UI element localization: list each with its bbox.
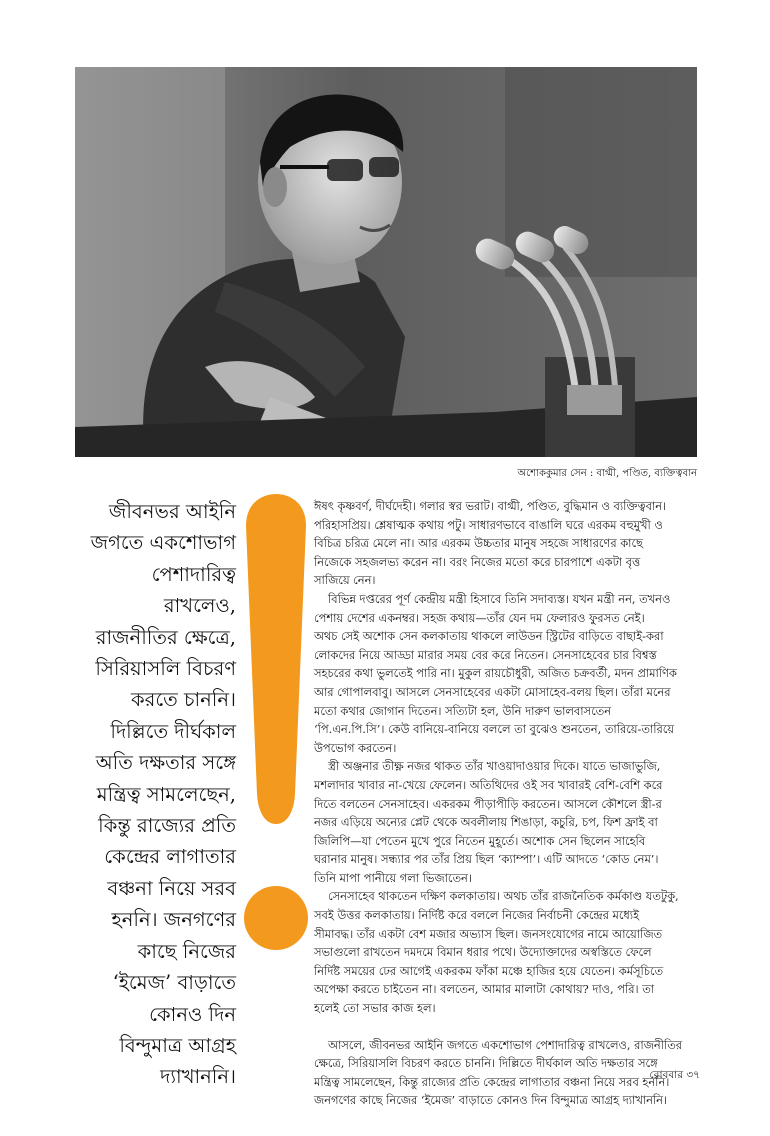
- pull-quote-line: ‘ইমেজ’ বাড়াতে: [112, 971, 236, 995]
- pull-quote-line: হননি। জনগণের: [111, 908, 236, 932]
- article-line: দিতে বলতেন সেনসাহেব। একরকম পীড়াপীড়ি করতেন। আসলে কৌশলে স্ত্রী-র: [314, 796, 662, 811]
- article-line: ক্ষেত্রে, সিরিয়াসলি বিচরণ করতে চাননি। দিল্লিতে দীর্ঘকাল অতি দক্ষতার সঙ্গে: [314, 1056, 658, 1071]
- pull-quote-line: কেন্দ্রের লাগাতার: [104, 845, 236, 869]
- article-line: মশলাদার খাবার না-খেয়ে ফেলেন। অতিথিদের ওই সব খাবারই বেশি-বেশি করে: [314, 777, 663, 792]
- article-line: সাজিয়ে নেন।: [314, 573, 376, 588]
- pull-quote-line: পেশাদারিত্ব: [151, 562, 236, 586]
- speaker-at-microphones-image: [75, 67, 697, 457]
- article-line: আসলে, জীবনভর আইনি জগতে একশোভাগ পেশাদারিত্ব রাখলেও, রাজনীতির: [328, 1037, 683, 1052]
- article-line: মন্ত্রিত্ব সামলেছেন, কিন্তু রাজ্যের প্রতি কেন্দ্রের লাগাতার বঞ্চনা নিয়ে সরব হননি।: [314, 1074, 670, 1089]
- article-paragraph: [314, 590, 702, 757]
- exclamation-mark-graphic: [243, 494, 309, 964]
- article-line: নিজেকে সহজলভ্য করেন না। বরং নিজের মতো করে চারপাশে একটা বৃত্ত: [314, 554, 641, 569]
- pull-quote-line: দ্যাখাননি।: [160, 1065, 236, 1089]
- article-line: সীমাবদ্ধ। তাঁর একটা বেশ মজার অভ্যাস ছিল। জনসংযোগের নামে আয়োজিত: [314, 926, 663, 941]
- article-line: নজর এড়িয়ে অন্যের প্লেট থেকে অবলীলায় শিঙাড়া, কচুরি, চপ, ফিশ ফ্রাই বা: [314, 815, 658, 830]
- article-line: জনগণের কাছে নিজের ‘ইমেজ’ বাড়াতে কোনও দিন বিন্দুমাত্র আগ্রহ দ্যাখাননি।: [314, 1093, 668, 1108]
- article-paragraph: [314, 497, 702, 590]
- pull-quote-line: সিরিয়াসলি বিচরণ: [95, 657, 236, 681]
- article-line: সহচরের কথা ভুলতেই পারি না। মুকুল রায়চৌধুরী, অজিত চক্রবর্তী, মদন প্রামাণিক: [314, 666, 677, 681]
- photo-caption: অশোককুমার সেন : বাগ্মী, পণ্ডিত, ব্যক্তিত্ববান: [517, 468, 697, 479]
- article-line: লোকদের নিয়ে আড্ডা মারার সময় বের করে নিতেন। সেনসাহেবের চার বিশ্বস্ত: [314, 647, 657, 662]
- article-line: বিচিত্র চরিত্র মেলে না। আর এরকম উচ্চতার মানুষ সহজে সাধারণের কাছে: [314, 536, 643, 551]
- pull-quote-line: করতে চাননি।: [130, 688, 236, 712]
- pull-quote-line: দিল্লিতে দীর্ঘকাল: [110, 719, 236, 743]
- portrait-photo: [75, 67, 697, 457]
- page-folio: রোববার ৩৭: [649, 1069, 700, 1081]
- article-line: ঘরানার মানুষ। সন্ধ্যার পর তাঁর প্রিয় ছিল ‘ক্যাম্পা’। এটি আদতে ‘কোড নেম’।: [314, 852, 659, 867]
- article-line: অপেক্ষা করতে চাইতেন না। বলতেন, আমার মালাটা কোথায়? দাও, পরি। তা: [314, 982, 655, 997]
- article-paragraph: [314, 757, 702, 887]
- article-line: সবই উত্তর কলকাতায়। নির্দিষ্ট করে বললে নিজের নির্বাচনী কেন্দ্রের মধ্যেই: [314, 908, 640, 923]
- article-line: উপভোগ করতেন।: [314, 740, 397, 755]
- article-paragraph: [314, 887, 702, 1017]
- article-line: পরিহাসপ্রিয়। শ্লেষাত্মক কথায় পটু। সাধারণভাবে বাঙালি ঘরে এরকম বহুমুখী ও: [314, 517, 663, 532]
- pull-quote-line: রাজনীতির ক্ষেত্রে,: [95, 625, 236, 649]
- pull-quote-line: কাছে নিজের: [137, 939, 236, 963]
- pull-quote-line: বিন্দুমাত্র আগ্রহ: [119, 1033, 236, 1057]
- article-line: ‘পি.এন.পি.সি’। কেউ বানিয়ে-বানিয়ে বললে তা বুঝেও শুনতেন, তারিয়ে-তারিয়ে: [314, 722, 675, 737]
- pull-quote-line: জগতে একশোভাগ: [90, 531, 236, 555]
- pull-quote-line: বঞ্চনা নিয়ে সরব: [107, 876, 236, 900]
- pull-quote-line: কোনও দিন: [149, 1002, 236, 1026]
- article-line: অথচ সেই অশোক সেন কলকাতায় থাকলে লাউডন স্ট্রিটের বাড়িতে বাছাই-করা: [314, 629, 664, 644]
- pull-quote-line: মন্ত্রিত্ব সামলেছেন,: [96, 782, 236, 806]
- article-line: নির্দিষ্ট সময়ের ঢের আগেই একরকম ফাঁকা মঞ্চে হাজির হয়ে যেতেন। কর্মসূচিতে: [314, 963, 664, 978]
- article-line: হলেই তো সভার কাজ হল।: [314, 1001, 436, 1016]
- pull-quote-line: জীবনভর আইনি: [108, 500, 236, 523]
- pull-quote-line: কিন্তু রাজ্যের প্রতি: [98, 814, 236, 838]
- pull-quote-line: রাখলেও,: [163, 594, 236, 618]
- article-line: ঈষৎ কৃষ্ণবর্ণ, দীর্ঘদেহী। গলার স্বর ভরাট। বাগ্মী, পণ্ডিত, বুদ্ধিমান ও ব্যক্তিত্ববান।: [314, 499, 667, 513]
- article-line: সেনসাহেব থাকতেন দক্ষিণ কলকাতায়। অথচ তাঁর রাজনৈতিক কর্মকাণ্ড যতটুকু,: [328, 889, 679, 904]
- article-line: স্ত্রী অঞ্জনার তীক্ষ্ণ নজর থাকত তাঁর খাওয়াদাওয়ার দিকে। যাতে ভাজাভুজি,: [328, 759, 661, 774]
- article-line: মতো কথার জোগান দিতেন। সত্যিটা হল, উনি দারুণ ভালবাসতেন: [314, 703, 612, 718]
- article-body: [314, 497, 702, 1110]
- article-line: আর গোপালবাবু। আসলে সেনসাহেবের একটা মোসাহেব-বলয় ছিল। তাঁরা মনের: [314, 684, 671, 699]
- article-line: সভাগুলো রাখতেন দমদমে বিমান ধরার পথে। উদ্যোক্তাদের অস্বস্তিতে ফেলে: [314, 945, 652, 960]
- article-line: বিভিন্ন দপ্তরের পূর্ণ কেন্দ্রীয় মন্ত্রী হিসাবে তিনি সদাব্যস্ত। যখন মন্ত্রী নন, তখনও: [328, 591, 671, 606]
- pull-quote: [56, 496, 236, 1093]
- article-line: তিনি মাপা পানীয়ে গলা ভিজাতেন।: [314, 870, 472, 885]
- article-line: পেশায় দেশের একনম্বর। সহজ কথায়—তাঁর যেন দম ফেলারও ফুরসত নেই।: [314, 610, 645, 625]
- pull-quote-line: অতি দক্ষতার সঙ্গে: [95, 751, 236, 775]
- article-paragraph: [314, 1036, 702, 1110]
- article-line: জিলিপি—যা পেতেন মুখে পুরে নিতেন মুহূর্তে। অশোক সেন ছিলেন সাহেবি: [314, 833, 646, 848]
